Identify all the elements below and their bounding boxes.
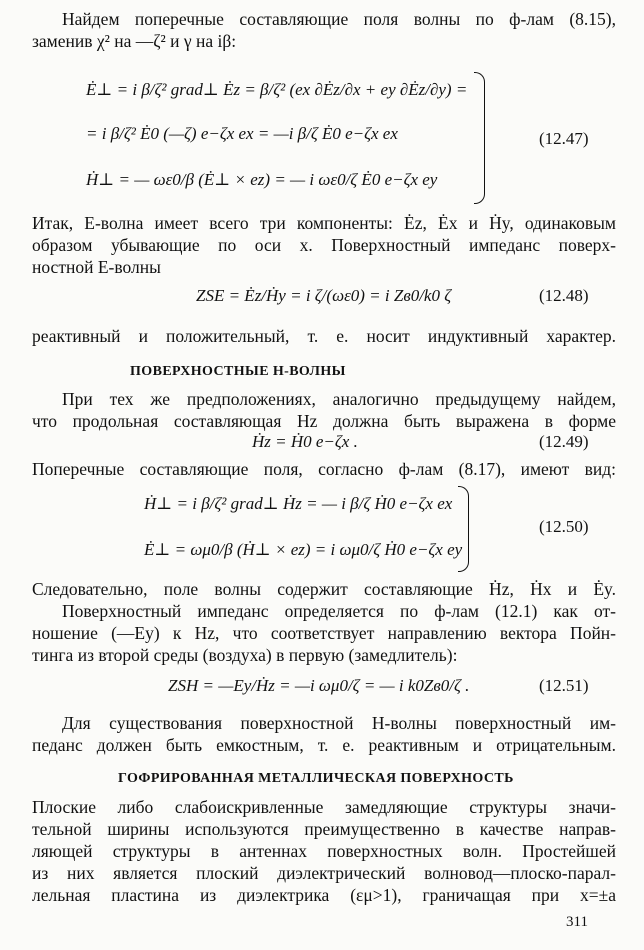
text-line-2: заменив χ² на —ζ² и γ на iβ: — [32, 31, 237, 51]
text-line-4: образом убывающие по оси x. Поверхностный импеданс поверх- — [32, 235, 616, 255]
text-line-19: из них является плоский диэлектрический волновод—плоско-парал- — [32, 863, 616, 883]
equation-12-50-line-2: Ė⊥ = ωμ0/β (Ḣ⊥ × ez) = i ωμ0/ζ Ḣ0 e−ζx ey — [144, 540, 463, 559]
section-heading-corrugated-surface: ГОФРИРОВАННАЯ МЕТАЛЛИЧЕСКАЯ ПОВЕРХНОСТЬ — [118, 771, 514, 786]
equation-number-12-48: (12.48) — [539, 286, 589, 305]
equation-12-50-line-1: Ḣ⊥ = i β/ζ² grad⊥ Ḣz = — i β/ζ Ḣ0 e−ζx ex — [144, 494, 453, 513]
equation-number-12-51: (12.51) — [539, 676, 589, 695]
text-line-17: тельной ширины используются преимущественно в качестве направ- — [32, 819, 616, 839]
text-line-8: что продольная составляющая Hz должна быть выражена в форме — [32, 411, 616, 431]
equation-12-47-line-1: Ė⊥ = i β/ζ² grad⊥ Ėz = β/ζ² (ex ∂Ėz/∂x + ey ∂Ėz/∂y) = — [86, 80, 468, 99]
equation-12-47-line-2: = i β/ζ² Ė0 (—ζ) e−ζx ex = —i β/ζ Ė0 e−ζx ex — [86, 124, 398, 143]
text-line-1: Найдем поперечные составляющие поля волны по ф-лам (8.15), — [62, 9, 616, 29]
text-line-7: При тех же предположениях, аналогично предыдущему найдем, — [62, 389, 616, 409]
text-line-11: Поверхностный импеданс определяется по ф-лам (12.1) как от- — [62, 601, 616, 621]
equation-12-48: ZSE = Ėz/Ḣy = i ζ/(ωε0) = i Zв0/k0 ζ — [196, 286, 452, 305]
text-line-6: реактивный и положительный, т. е. носит индуктивный характер. — [32, 326, 616, 346]
text-line-9: Поперечные составляющие поля, согласно ф-лам (8.17), имеют вид: — [32, 459, 616, 479]
text-line-12: ношение (—Ey) к Hz, что соответствует направлению вектора Пойн- — [32, 623, 616, 643]
equation-12-51: ZSH = —Ey/Ḣz = —i ωμ0/ζ = — i k0Zв0/ζ . — [168, 676, 470, 695]
text-line-3: Итак, E-волна имеет всего три компоненты: Ėz, Ėx и Ḣy, одинаковым — [32, 213, 616, 233]
text-line-16: Плоские либо слабоискривленные замедляющие структуры значи- — [32, 797, 616, 817]
equation-12-47-line-3: Ḣ⊥ = — ωε0/β (Ė⊥ × ez) = — i ωε0/ζ Ė0 e−ζx ey — [86, 170, 438, 189]
section-heading-h-waves: ПОВЕРХНОСТНЫЕ H-ВОЛНЫ — [130, 364, 346, 379]
equation-brace-2 — [458, 486, 469, 572]
equation-number-12-49: (12.49) — [539, 432, 589, 451]
text-line-5: ностной E-волны — [32, 257, 161, 277]
equation-12-49: Ḣz = Ḣ0 e−ζx . — [252, 432, 358, 451]
equation-number-12-50: (12.50) — [539, 517, 589, 536]
text-line-14: Для существования поверхностной H-волны поверхностный им- — [62, 713, 616, 733]
equation-number-12-47: (12.47) — [539, 129, 589, 148]
text-line-18: ляющей структуры в антеннах поверхностных волн. Простейшей — [32, 841, 616, 861]
equation-brace-1 — [474, 72, 485, 204]
text-line-20: лельная пластина из диэлектрика (εμ>1), граничащая при x=±a — [32, 885, 616, 905]
page-number: 311 — [566, 914, 588, 930]
text-line-15: педанс должен быть емкостным, т. е. реактивным и отрицательным. — [32, 735, 616, 755]
text-line-13: тинга из второй среды (воздуха) в первую (замедлитель): — [32, 645, 458, 665]
text-line-10: Следовательно, поле волны содержит составляющие Ḣz, Ḣx и Ėy. — [32, 579, 616, 599]
